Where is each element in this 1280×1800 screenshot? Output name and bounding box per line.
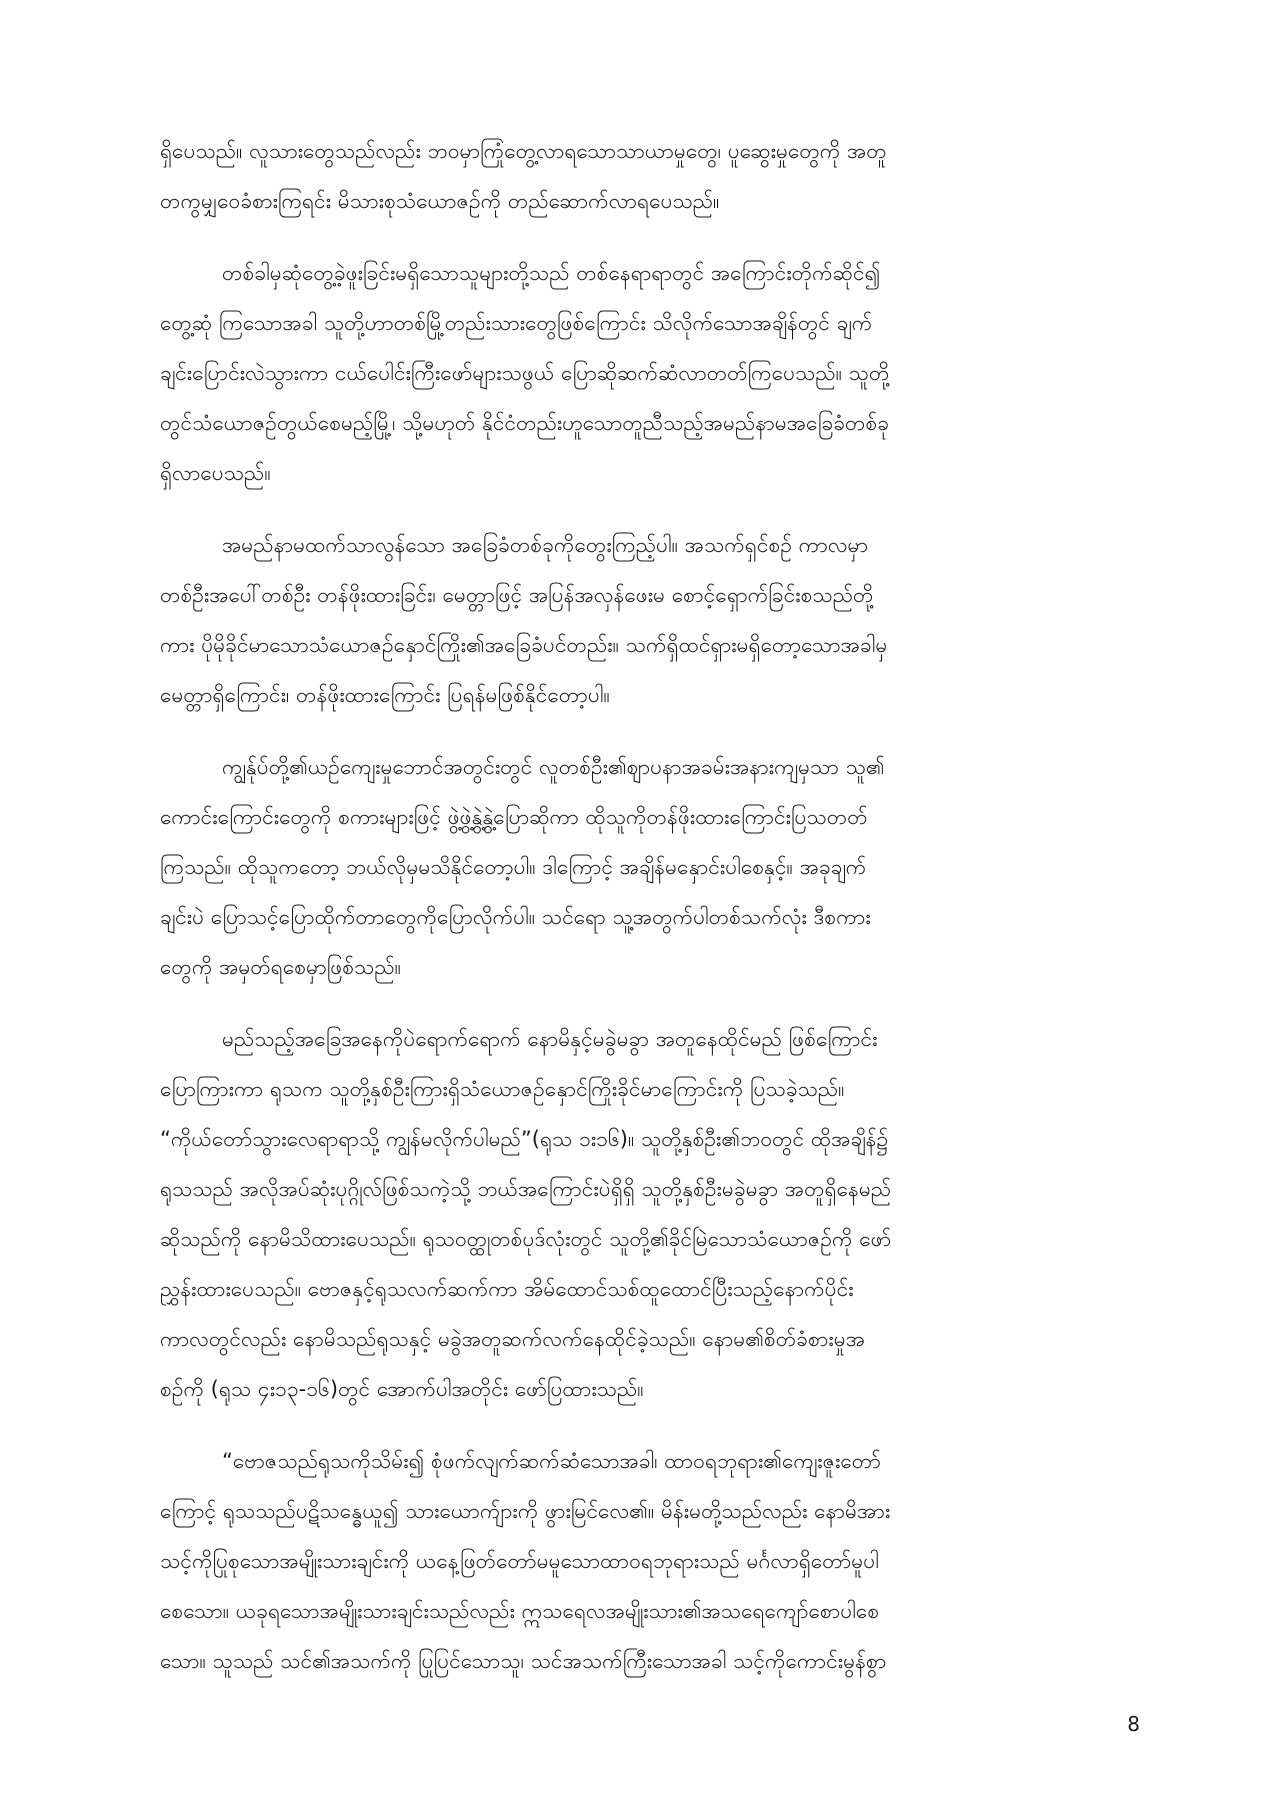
page-body [160, 126, 1135, 1708]
paragraph-6: “ဗောဇသည်ရုသကိုသိမ်း၍ စုံဖက်လျက်ဆက်ဆံသောအခါ၊ ထာဝရဘုရား၏ကျေးဇူးတော် ကြောင့် ရုသသည်ပဋိသန္ဓေယူ၍ သားယောက်ျားကို ဖွားမြင်လေ၏။ မိန်းမတို့သည်လည်း နောမိအား သင့်ကိုပြုစုသောအမျိုးသားချင်းကို ယနေ့ဖြတ်တော်မမူသောထာဝရဘုရားသည် မင်္ဂလာရှိတော်မူပါ စေသော။ ယခုရသောအမျိုးသားချင်းသည်လည်း ဣသရေလအမျိုးသား၏အသရေကျော်စောပါစေ သော။ သူသည် သင်၏အသက်ကို ပြုပြင်သောသူ၊ သင်အသက်ကြီးသောအခါ သင့်ကိုကောင်းမွန်စွာ [160, 1449, 891, 1673]
paragraph-5: မည်သည့်အခြေအနေကိုပဲရောက်ရောက် နောမိနှင့်မခွဲမခွာ အတူနေထိုင်မည် ဖြစ်ကြောင်း ပြောကြားကာ ရုသက သူတို့နှစ်ဦးကြားရှိသံယောဇဉ်နှောင်ကြိုးခိုင်မာကြောင်းကို ပြသခဲ့သည်။ “ကိုယ်တော်သွားလေရာရာသို့ ကျွန်မလိုက်ပါမည်”(ရုသ ၁း၁၆)။ သူတို့နှစ်ဦး၏ဘဝတွင် ထိုအချိန်၌ ရုသသည် အလိုအပ်ဆုံးပုဂ္ဂိုလ်ဖြစ်သကဲ့သို့ ဘယ်အကြောင်းပဲရှိရှိ သူတို့နှစ်ဦးမခွဲမခွာ အတူရှိနေမည် ဆိုသည်ကို နောမိသိထားပေသည်။ ရုသဝတ္ထုတစ်ပုဒ်လုံးတွင် သူတို့၏ခိုင်မြဲသောသံယောဇဉ်ကို ဖော် ညွှန်းထားပေသည်။ ဗောဇနှင့်ရုသလက်ဆက်ကာ အိမ်ထောင်သစ်ထူထောင်ပြီးသည့်နောက်ပိုင်း ကာလတွင်လည်း နောမိသည်ရုသနှင့် မခွဲအတူဆက်လက်နေထိုင်ခဲ့သည်။ နောမ၏စိတ်ခံစားမှုအ စဉ်ကို (ရုသ ၄း၁၃-၁၆)တွင် အောက်ပါအတိုင်း ဖော်ပြထားသည်။ [160, 1027, 892, 1401]
paragraph-1: ရှိပေသည်။ လူသားတွေသည်လည်း ဘဝမှာကြုံတွေ့လာရသောသာယာမှုတွေ၊ ပူဆွေးမှုတွေကို အတူ တကွမျှဝေခံစားကြရင်း မိသားစုသံယောဇဉ်ကို တည်ဆောက်လာရပေသည်။ [160, 139, 887, 213]
page-number: 8 [1127, 1712, 1140, 1736]
paragraph-3: အမည်နာမထက်သာလွန်သော အခြေခံတစ်ခုကိုတွေးကြည့်ပါ။ အသက်ရှင်စဉ် ကာလမှာ တစ်ဦးအပေါ်တစ်ဦး တန်ဖိုးထားခြင်း၊ မေတ္တာဖြင့် အပြန်အလှန်ဖေးမ စောင့်ရှောက်ခြင်းစသည်တို့ ကား ပိုမိုခိုင်မာသောသံယောဇဉ်နှောင်ကြိုး၏အခြေခံပင်တည်း။ သက်ရှိထင်ရှားမရှိတော့သောအခါမှ မေတ္တာရှိကြောင်း၊ တန်ဖိုးထားကြောင်း ပြရန်မဖြစ်နိုင်တော့ပါ။ [160, 533, 888, 707]
paragraph-2: တစ်ခါမှဆုံတွေ့ခဲ့ဖူးခြင်းမရှိသောသူများတို့သည် တစ်နေရာရာတွင် အကြောင်းတိုက်ဆိုင်၍ တွေ့ဆုံ ကြသောအခါ သူတို့ဟာတစ်မြို့တည်းသားတွေဖြစ်ကြောင်း သိလိုက်သောအချိန်တွင် ချက် ချင်းပြောင်းလဲသွားကာ ငယ်ပေါင်းကြီးဖော်များသဖွယ် ပြောဆိုဆက်ဆံလာတတ်ကြပေသည်။ သူတို့ တွင်သံယောဇဉ်တွယ်စေမည့်မြို့၊ သို့မဟုတ် နိုင်ငံတည်းဟူသောတူညီသည့်အမည်နာမအခြေခံတစ်ခု ရှိလာပေသည်။ [160, 261, 890, 485]
paragraph-4: ကျွန်ုပ်တို့၏ယဉ်ကျေးမှုဘောင်အတွင်းတွင် လူတစ်ဦး၏ဈာပနာအခမ်းအနားကျမှသာ သူ၏ ကောင်းကြောင်းတွေကို စကားများဖြင့် ဖွဲ့ဖွဲ့နွဲ့နွဲ့ပြောဆိုကာ ထိုသူကိုတန်ဖိုးထားကြောင်းပြသတတ် ကြသည်။ ထိုသူကတော့ ဘယ်လိုမှမသိနိုင်တော့ပါ။ ဒါကြောင့် အချိန်မနှောင်းပါစေနှင့်။ အခုချက် ချင်းပဲ ပြောသင့်ပြောထိုက်တာတွေကိုပြောလိုက်ပါ။ သင်ရော သူ့အတွက်ပါတစ်သက်လုံး ဒီစကား တွေကို အမှတ်ရစေမှာဖြစ်သည်။ [160, 755, 885, 979]
